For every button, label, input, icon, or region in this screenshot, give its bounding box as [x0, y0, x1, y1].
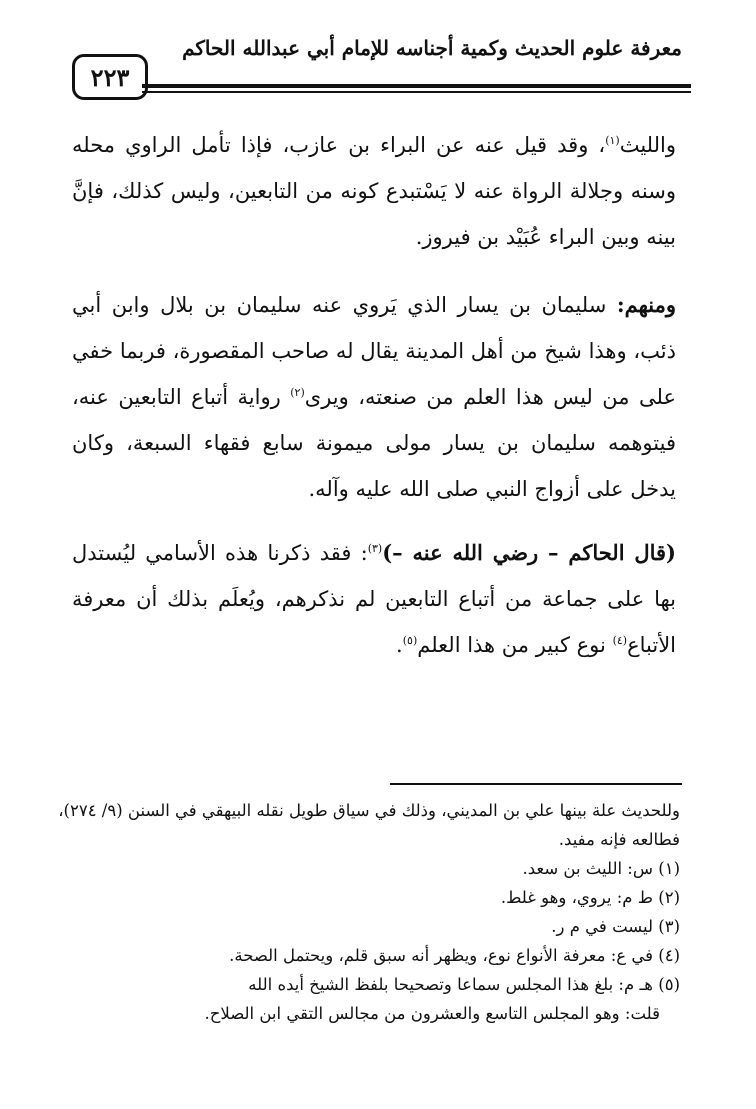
footnote-intro-line-1: وللحديث علة بينها علي بن المديني، وذلك في سياق طويل نقله البيهقي في السنن (٩/ ٢٧٤)،: [58, 801, 680, 820]
footnote-ref-1: (١): [605, 134, 620, 147]
paragraph-2-lead: ومنهم:: [616, 292, 676, 317]
footnote-separator: [390, 783, 682, 785]
footnote-ref-2: (٢): [290, 386, 305, 399]
paragraph-3-text-c: .: [396, 633, 403, 657]
paragraph-3-text-a: : فقد ذكرنا هذه الأسامي ليُستدل بها على جماعة من أتباع التابعين لم نذكرهم، ويُعلَم بذلك أن معرفة الأتباع: [72, 541, 676, 657]
footnote-ref-3: (٣): [367, 542, 383, 555]
footnote-1: (١) س: الليث بن سعد.: [522, 859, 680, 878]
paragraph-1-text-a: والليث: [619, 133, 676, 157]
running-title: معرفة علوم الحديث وكمية أجناسه للإمام أبي عبدالله الحاكم: [182, 36, 682, 60]
page-number: ٢٢٣: [72, 54, 148, 100]
footnotes: [58, 796, 684, 1028]
footnote-4: (٤) في ع: معرفة الأنواع نوع، ويظهر أنه سبق قلم، ويحتمل الصحة.: [229, 946, 680, 965]
paragraph-2: [72, 282, 676, 512]
header-rule-thick: [142, 84, 691, 88]
paragraph-2-text-b: رواية أتباع التابعين عنه، فيتوهمه سليمان بن يسار مولى ميمونة سابع فقهاء السبعة، وكان يدخل على أزواج النبي صلى الله عليه وآله.: [72, 385, 676, 501]
footnote-2: (٢) ط م: يروي، وهو غلط.: [500, 888, 680, 907]
paragraph-2-text-a: سليمان بن يسار الذي يَروي عنه سليمان بن بلال وابن أبي ذئب، وهذا شيخ من أهل المدينة يقال له صاحب المقصورة، فربما خفي على من ليس هذا العلم من صنعته، ويرى: [72, 293, 676, 409]
footnote-ref-5: (٥): [402, 634, 418, 647]
footnote-5-continuation: قلت: وهو المجلس التاسع والعشرون من مجالس التقي ابن الصلاح.: [204, 1004, 660, 1023]
main-text: [72, 122, 676, 686]
paragraph-3: [72, 530, 676, 668]
footnote-3: (٣) ليست في م ر.: [551, 917, 680, 936]
header-rule-thin: [142, 91, 691, 93]
footnote-5: (٥) هـ م: بلغ هذا المجلس سماعا وتصحيحا بلفظ الشيخ أيده الله: [248, 975, 680, 994]
paragraph-3-lead: (قال الحاكم – رضي الله عنه –): [382, 540, 676, 565]
footnote-ref-4: (٤): [612, 634, 628, 647]
paragraph-3-text-b: نوع كبير من هذا العلم: [417, 633, 613, 657]
paragraph-1: [72, 122, 676, 260]
paragraph-1-text-b: ، وقد قيل عنه عن البراء بن عازب، فإذا تأمل الراوي محله وسنه وجلالة الرواة عنه لا يَسْتبدع كونه من التابعين، وليس كذلك، فإنَّ بينه وبين البراء عُبَيْد بن فيروز.: [72, 133, 676, 249]
footnote-intro-line-2: فطالعه فإنه مفيد.: [558, 830, 680, 849]
